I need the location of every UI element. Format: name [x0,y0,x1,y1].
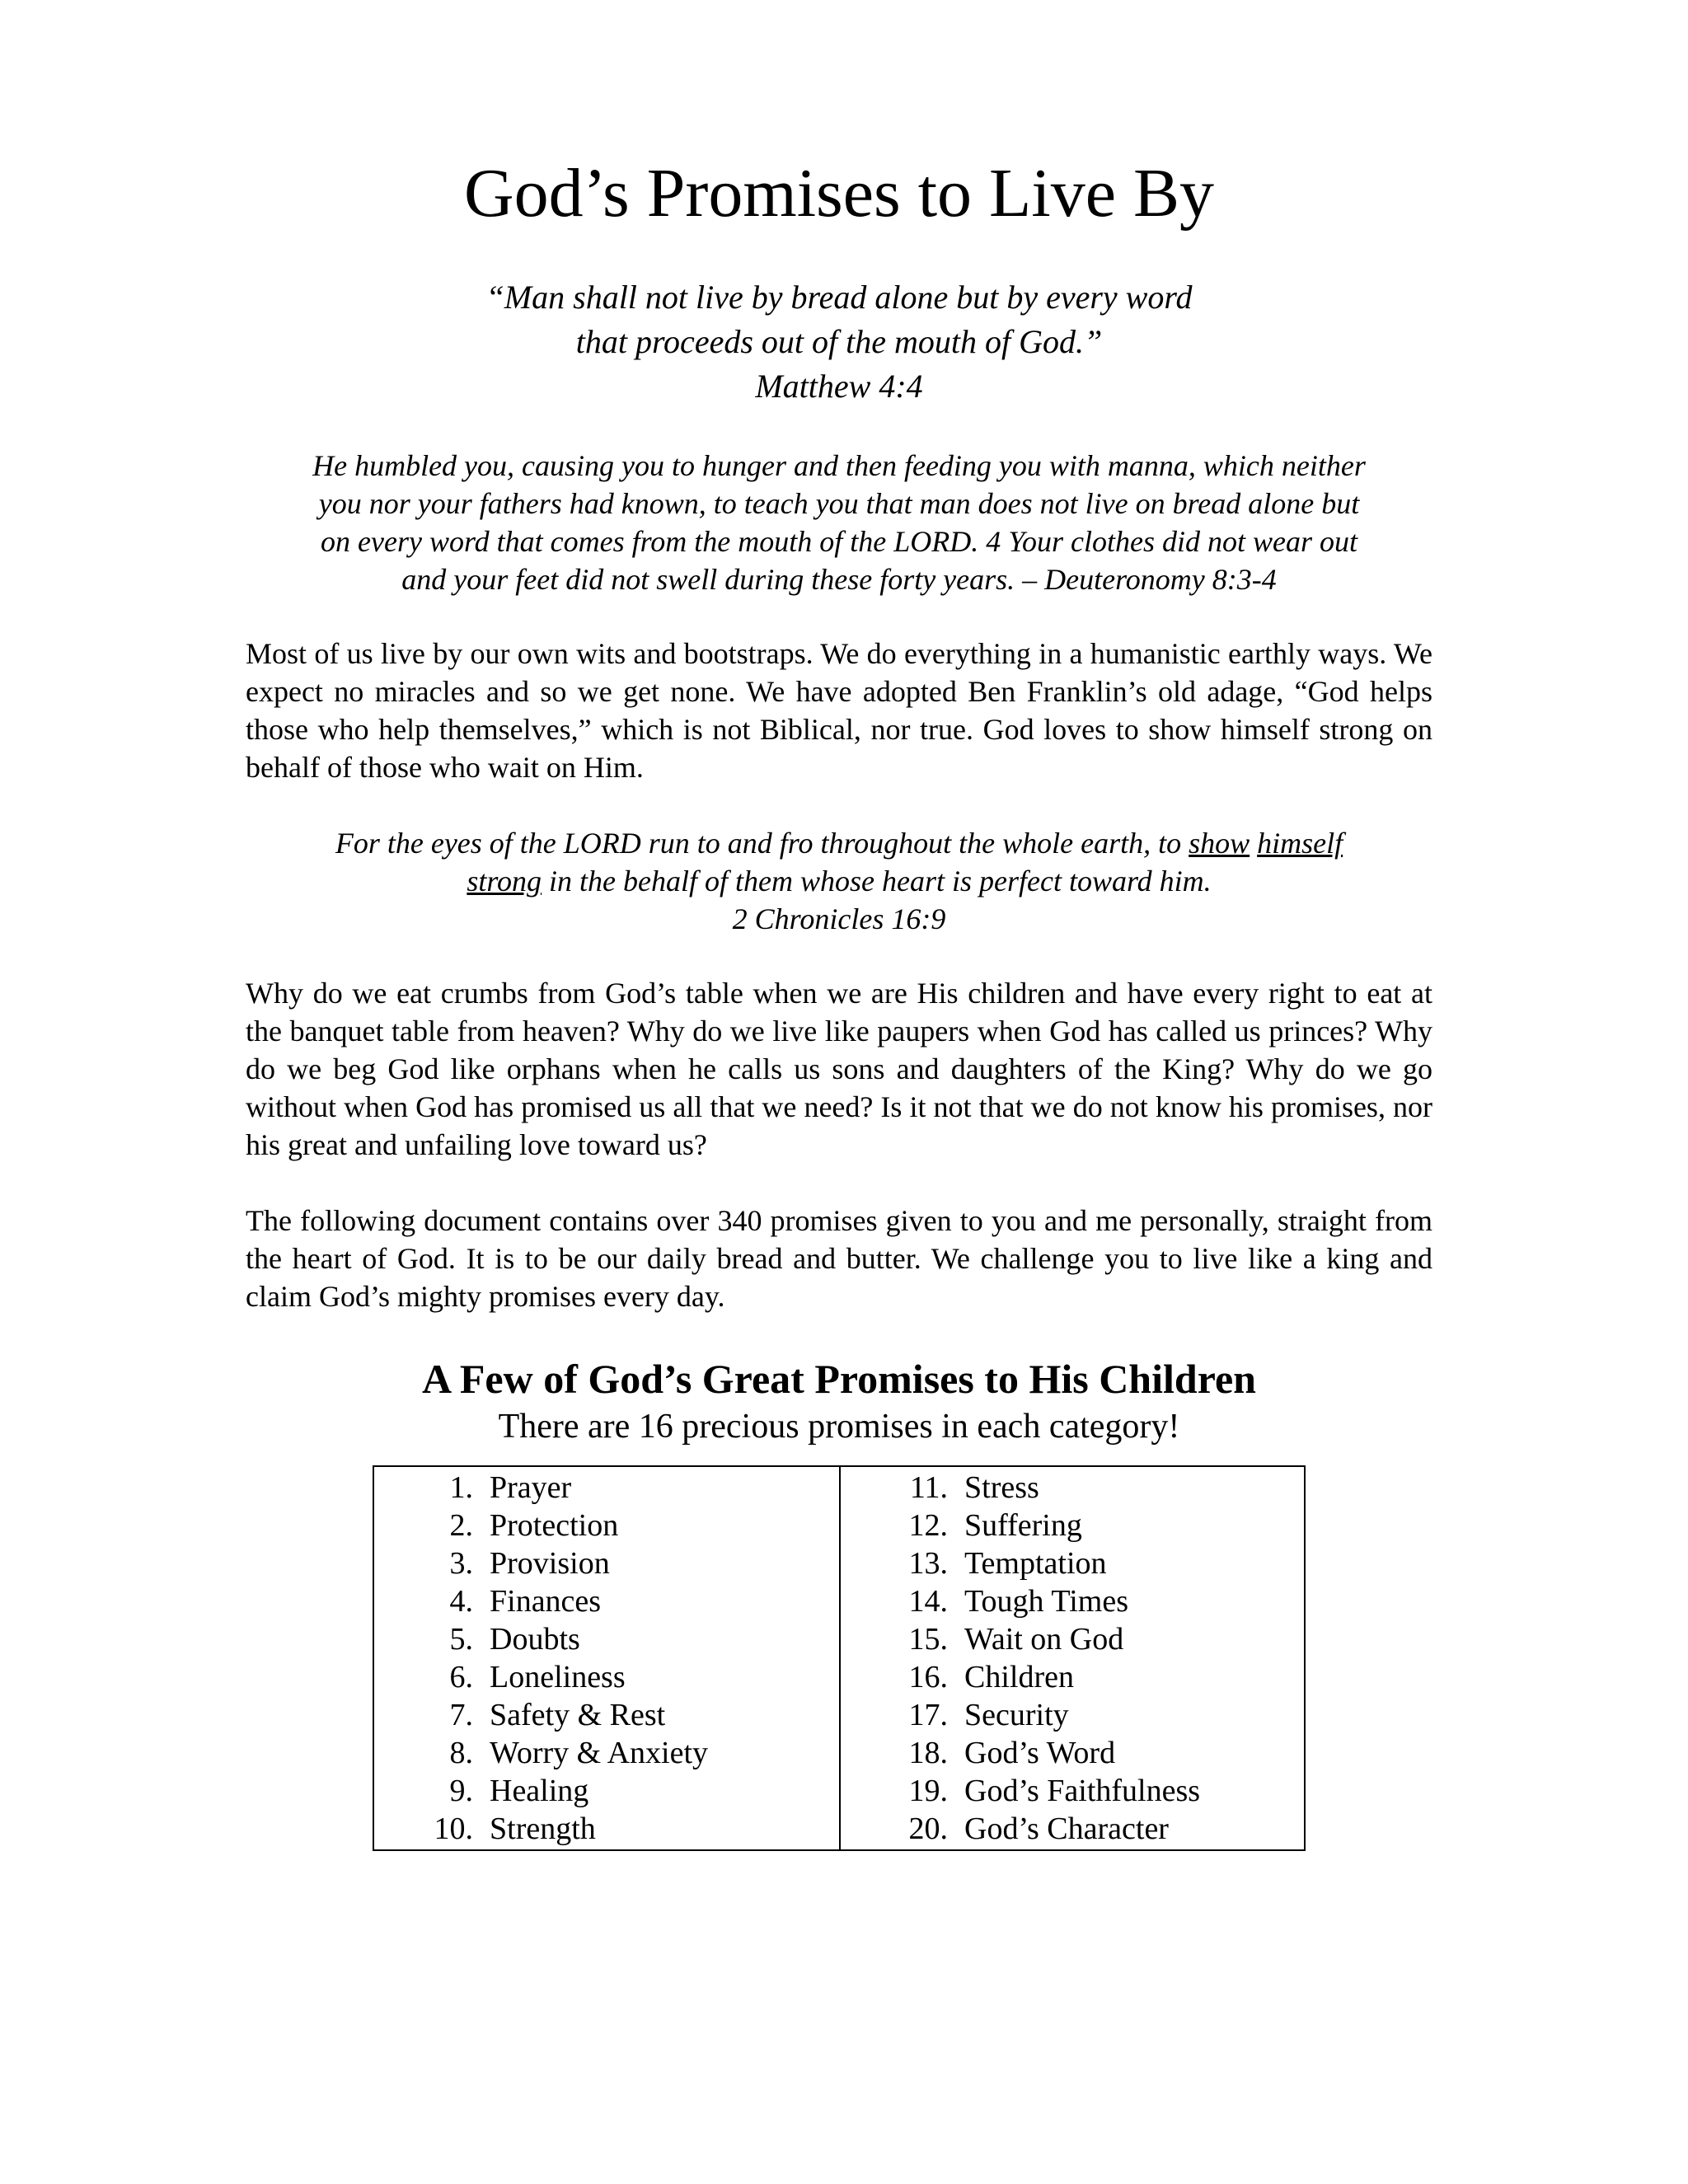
category-item [841,1772,1304,1810]
section-subtitle: There are 16 precious promises in each category! [498,1408,1180,1446]
category-number: 12. [908,1508,948,1543]
section-title: A Few of God’s Great Promises to His Children [422,1356,1256,1402]
category-number: 1. [449,1470,473,1505]
passage-line: on every word that comes from the mouth of the LORD. 4 Your clothes did not wear out [321,525,1357,558]
category-number: 2. [449,1508,473,1543]
quote-line: “Man shall not live by bread alone but by every word [485,279,1193,316]
category-number: 8. [449,1736,473,1770]
category-label: Tough Times [964,1584,1129,1619]
intro-paragraph: Most of us live by our own wits and bootstraps. We do everything in a humanistic earthly ways. We expect no miracles and so we get none. We have adopted Ben Franklin’s old adage, “God helps those who help themselves,” which is not Biblical, nor true. God loves to show himself strong on behalf of those who wait on Him. [246,637,1432,784]
category-number: 7. [449,1698,473,1732]
underlined-word: himself [1257,827,1343,860]
category-label: Stress [964,1470,1039,1505]
category-number: 11. [909,1470,948,1505]
category-label: Temptation [964,1546,1107,1581]
category-label: Suffering [964,1508,1082,1543]
category-item [374,1696,839,1734]
passage-line: He humbled you, causing you to hunger and then feeding you with manna, which neither [312,449,1366,482]
category-label: God’s Faithfulness [964,1774,1201,1808]
category-item [374,1772,839,1810]
category-item [374,1620,839,1658]
challenge-paragraph: The following document contains over 340 promises given to you and me personally, straight from the heart of God. It is to be our daily bread and butter. We challenge you to live like a king and claim God’s mighty promises every day. [246,1204,1432,1313]
category-number: 16. [908,1660,948,1694]
underlined-word: strong [467,865,542,898]
category-label: Worry & Anxiety [490,1736,709,1770]
category-label: Protection [490,1508,619,1543]
category-number: 10. [434,1811,473,1846]
opening-quote [246,275,1432,409]
category-item [374,1469,839,1507]
category-number: 9. [449,1774,473,1808]
category-label: Loneliness [490,1660,626,1694]
category-number: 13. [908,1546,948,1581]
category-item [841,1620,1304,1658]
passage-line: you nor your fathers had known, to teach you that man does not live on bread alone but [318,487,1360,520]
passage-text: For the eyes of the LORD run to and fro throughout the whole earth, to [335,827,1189,860]
category-label: Security [964,1698,1069,1732]
category-item [841,1507,1304,1544]
category-item [841,1696,1304,1734]
category-number: 14. [908,1584,948,1619]
category-number: 6. [449,1660,473,1694]
deuteronomy-passage [246,447,1432,598]
category-label: Finances [490,1584,602,1619]
category-label: God’s Character [964,1811,1169,1846]
document-page [246,148,1432,1851]
category-item [374,1658,839,1696]
category-number: 17. [908,1698,948,1732]
category-label: Healing [490,1774,589,1808]
category-number: 18. [908,1736,948,1770]
category-item [374,1734,839,1772]
category-label: Prayer [490,1470,572,1505]
category-list [374,1469,839,1848]
passage-line [246,824,1432,862]
category-item [841,1734,1304,1772]
categories-table [373,1465,1306,1851]
category-label: Wait on God [964,1622,1124,1657]
category-item [841,1544,1304,1582]
passage-space [1250,827,1257,860]
quote-line: that proceeds out of the mouth of God.” [575,323,1103,360]
category-number: 20. [908,1811,948,1846]
category-item [841,1810,1304,1848]
category-item [841,1582,1304,1620]
category-number: 15. [908,1622,948,1657]
category-label: Safety & Rest [490,1698,666,1732]
passage-line: and your feet did not swell during these forty years. – Deuteronomy 8:3-4 [401,563,1277,596]
underlined-word: show [1189,827,1250,860]
category-number: 4. [449,1584,473,1619]
category-number: 5. [449,1622,473,1657]
category-item [374,1810,839,1848]
category-number: 19. [908,1774,948,1808]
passage-line [246,862,1432,900]
category-label: Children [964,1660,1074,1694]
category-label: Doubts [490,1622,580,1657]
passage-reference: 2 Chronicles 16:9 [732,902,946,935]
category-list [841,1469,1304,1848]
category-label: God’s Word [964,1736,1116,1770]
category-item [841,1658,1304,1696]
category-label: Strength [490,1811,596,1846]
category-item [374,1544,839,1582]
category-item [374,1507,839,1544]
categories-column-left [374,1467,839,1849]
passage-text: in the behalf of them whose heart is perfect toward him. [542,865,1212,898]
category-label: Provision [490,1546,610,1581]
page-title: God’s Promises to Live By [463,155,1214,232]
category-number: 3. [449,1546,473,1581]
questions-paragraph: Why do we eat crumbs from God’s table when we are His children and have every right to eat at the banquet table from heaven? Why do we live like paupers when God has called us princes? Why do we beg God like orphans when he calls us sons and daughters of the King? Why do we go without when God has promised us all that we need? Is it not that we do not know his promises, nor his great and unfailing love toward us? [246,977,1432,1161]
category-item [841,1469,1304,1507]
chronicles-passage [246,824,1432,938]
category-item [374,1582,839,1620]
categories-column-right [839,1467,1304,1849]
quote-reference: Matthew 4:4 [755,368,923,405]
